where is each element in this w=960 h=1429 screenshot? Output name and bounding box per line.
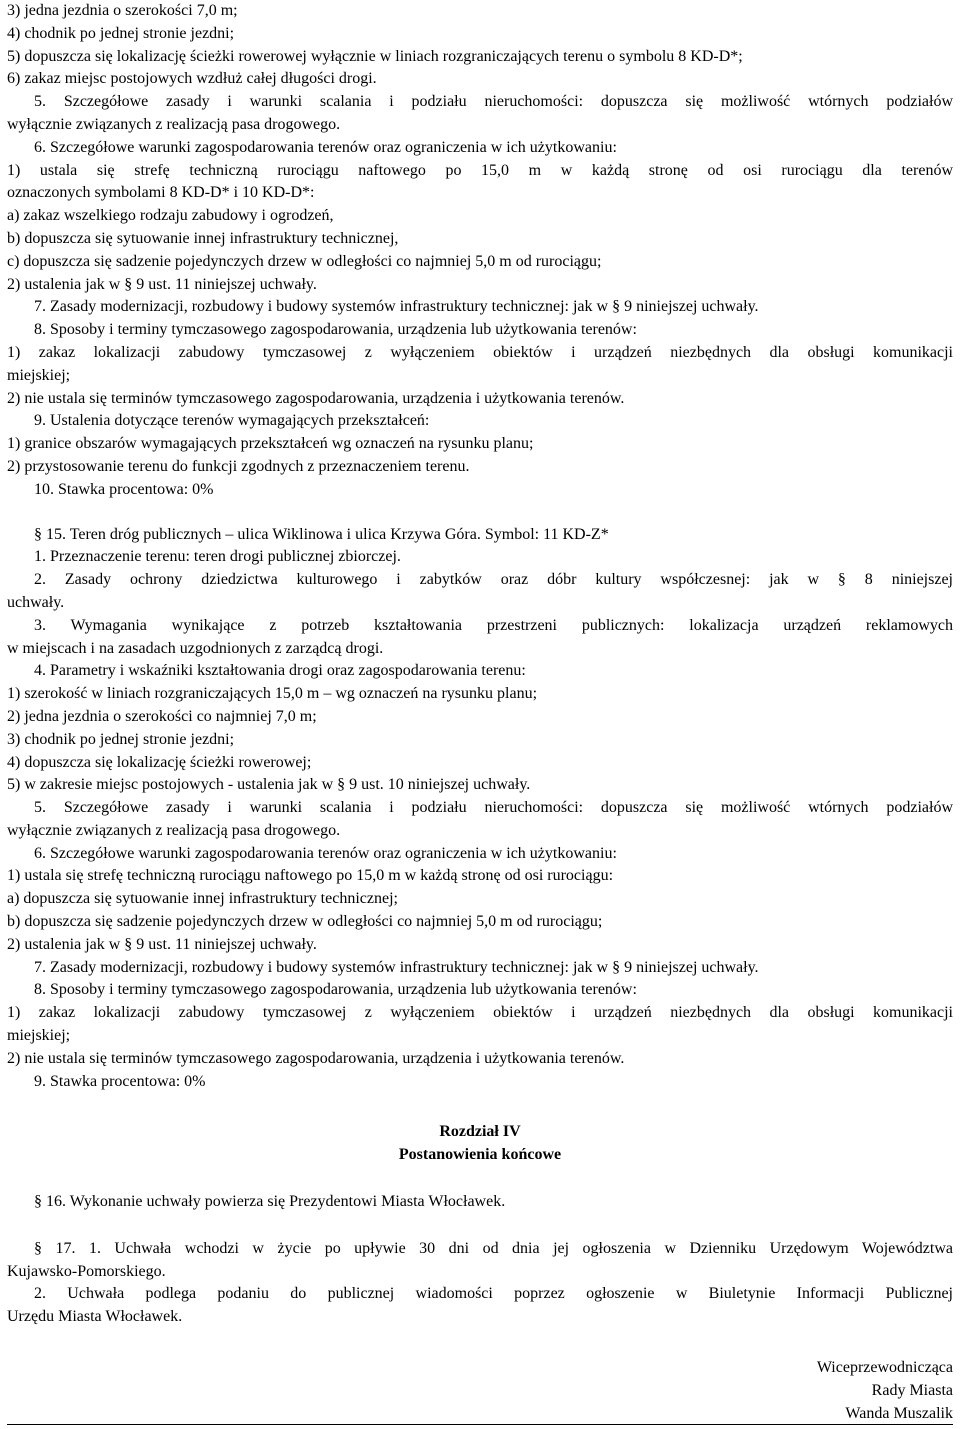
list-item: 2) ustalenia jak w § 9 ust. 11 niniejszej uchwały. [7,275,317,293]
list-item-cont: miejskiej; [7,1027,71,1045]
spacer [7,1329,953,1357]
paragraph-2-cont: uchwały. [7,593,65,611]
paragraph-7: 7. Zasady modernizacji, rozbudowy i budowy systemów infrastruktury technicznej: jak w § 9 niniejszej uchwały. [34,298,759,316]
paragraph-3: 3. Wymagania wynikające z potrzeb kształtowania przestrzeni publicznych: lokalizacja urządzeń reklamowych [34,616,953,634]
list-item: 1) ustala się strefę techniczną rurociągu naftowego po 15,0 m w każdą stronę od osi rurociągu: [7,867,614,885]
paragraph-4: 4. Parametry i wskaźniki kształtowania drogi oraz zagospodarowania terenu: [34,662,526,680]
paragraph-5-cont: wyłącznie związanych z realizacją pasa drogowego. [7,115,341,133]
paragraph-5: 5. Szczegółowe zasady i warunki scalania i podziału nieruchomości: dopuszcza się możliwość wtórnych podziałów [34,93,953,111]
section-16: § 16. Wykonanie uchwały powierza się Prezydentowi Miasta Włocławek. [34,1193,506,1211]
sub-item-a: a) dopuszcza się sytuowanie innej infrastruktury technicznej; [7,890,398,908]
list-item: 5) dopuszcza się lokalizację ścieżki rowerowej wyłącznie w liniach rozgraniczających terenu o symbolu 8 KD-D*; [7,47,743,65]
chapter-title: Rozdział IV [439,1123,521,1141]
paragraph-1: 1. Przeznaczenie terenu: teren drogi publicznej zbiorczej. [34,548,401,566]
list-item: 6) zakaz miejsc postojowych wzdłuż całej długości drogi. [7,70,377,88]
sub-item-b: b) dopuszcza się sadzenie pojedynczych drzew w odległości co najmniej 5,0 m od rurociągu; [7,913,603,931]
list-item: 4) dopuszcza się lokalizację ścieżki rowerowej; [7,753,312,771]
list-item: 1) granice obszarów wymagających przekształceń wg oznaczeń na rysunku planu; [7,435,534,453]
paragraph-9: 9. Stawka procentowa: 0% [34,1072,206,1090]
section-17-paragraph-1: § 17. 1. Uchwała wchodzi w życie po upływie 30 dni od dnia jej ogłoszenia w Dzienniku Urzędowym Województwa [34,1239,953,1257]
list-item: 4) chodnik po jednej stronie jezdni; [7,24,235,42]
section-17-paragraph-2: 2. Uchwała podlega podaniu do publicznej wiadomości poprzez ogłoszenie w Biuletynie Informacji Publicznej [34,1285,953,1303]
signature-role: Wiceprzewodnicząca [816,1359,953,1377]
signature-name: Wanda Muszalik [845,1404,953,1422]
list-item: 1) ustala się strefę techniczną rurociągu naftowego po 15,0 m w każdą stronę od osi rurociągu dla terenów [7,161,953,179]
list-item-cont: miejskiej; [7,366,71,384]
spacer [7,1214,953,1238]
list-item: 1) szerokość w liniach rozgraniczających 15,0 m – wg oznaczeń na rysunku planu; [7,685,538,703]
spacer [7,1167,953,1191]
chapter-subtitle: Postanowienia końcowe [398,1146,562,1164]
list-item-cont: oznaczonych symbolami 8 KD-D* i 10 KD-D*: [7,184,315,202]
sub-item-b: b) dopuszcza się sytuowanie innej infrastruktury technicznej, [7,229,399,247]
paragraph-2: 2. Zasady ochrony dziedzictwa kulturowego i zabytków oraz dóbr kultury współczesnej: jak w § 8 niniejszej [34,571,953,589]
paragraph-9: 9. Ustalenia dotyczące terenów wymagających przekształceń: [34,412,430,430]
sub-item-c: c) dopuszcza się sadzenie pojedynczych drzew w odległości co najmniej 5,0 m od rurociągu; [7,252,602,270]
paragraph-8: 8. Sposoby i terminy tymczasowego zagospodarowania, urządzenia lub użytkowania terenów: [34,981,637,999]
footer-divider [7,1424,953,1425]
paragraph-6: 6. Szczegółowe warunki zagospodarowania terenów oraz ograniczenia w ich użytkowaniu: [34,138,617,156]
list-item: 2) nie ustala się terminów tymczasowego zagospodarowania, urządzenia i użytkowania terenów. [7,1049,625,1067]
document-page [7,0,953,1425]
paragraph-3-cont: w miejscach i na zasadach uzgodnionych z zarządcą drogi. [7,639,384,657]
list-item: 1) zakaz lokalizacji zabudowy tymczasowej z wyłączeniem obiektów i urządzeń niezbędnych dla obsługi komunikacji [7,1004,953,1022]
spacer [7,502,953,524]
list-item: 3) chodnik po jednej stronie jezdni; [7,730,235,748]
spacer [7,1093,953,1121]
paragraph-8: 8. Sposoby i terminy tymczasowego zagospodarowania, urządzenia lub użytkowania terenów: [34,321,637,339]
paragraph-7: 7. Zasady modernizacji, rozbudowy i budowy systemów infrastruktury technicznej: jak w § 9 niniejszej uchwały. [34,958,759,976]
section-heading: § 15. Teren dróg publicznych – ulica Wiklinowa i ulica Krzywa Góra. Symbol: 11 KD-Z* [34,525,609,543]
paragraph-5-cont: wyłącznie związanych z realizacją pasa drogowego. [7,821,341,839]
list-item: 2) przystosowanie terenu do funkcji zgodnych z przeznaczeniem terenu. [7,457,470,475]
paragraph-6: 6. Szczegółowe warunki zagospodarowania terenów oraz ograniczenia w ich użytkowaniu: [34,844,617,862]
list-item: 1) zakaz lokalizacji zabudowy tymczasowej z wyłączeniem obiektów i urządzeń niezbędnych dla obsługi komunikacji [7,343,953,361]
sub-item-a: a) zakaz wszelkiego rodzaju zabudowy i ogrodzeń, [7,207,334,225]
list-item: 5) w zakresie miejsc postojowych - ustalenia jak w § 9 ust. 10 niniejszej uchwały. [7,776,531,794]
paragraph-10: 10. Stawka procentowa: 0% [34,480,214,498]
signature-body: Rady Miasta [871,1381,953,1399]
section-17-paragraph-1-cont: Kujawsko-Pomorskiego. [7,1262,166,1280]
list-item: 3) jedna jezdnia o szerokości 7,0 m; [7,2,238,19]
section-17-paragraph-2-cont: Urzędu Miasta Włocławek. [7,1308,183,1326]
list-item: 2) jedna jezdnia o szerokości co najmniej 7,0 m; [7,707,317,725]
list-item: 2) ustalenia jak w § 9 ust. 11 niniejszej uchwały. [7,935,317,953]
list-item: 2) nie ustala się terminów tymczasowego zagospodarowania, urządzenia i użytkowania terenów. [7,389,625,407]
paragraph-5: 5. Szczegółowe zasady i warunki scalania i podziału nieruchomości: dopuszcza się możliwość wtórnych podziałów [34,799,953,817]
